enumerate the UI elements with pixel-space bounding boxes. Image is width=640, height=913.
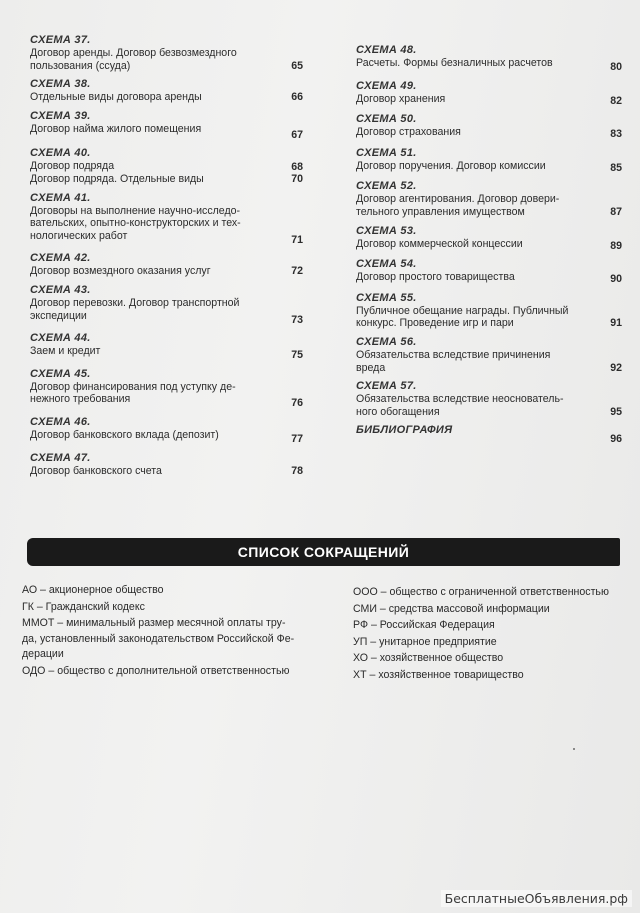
toc-entry-text: Договоры на выполнение научно-исследо- [30,204,241,217]
toc-entry-head: СХЕМА 49. [356,79,417,92]
toc-page-number: 66 [291,91,303,104]
toc-entry [30,284,305,326]
toc-entry-text: экспедиции [30,309,87,322]
toc-entry [356,147,624,175]
toc-entry [356,44,624,74]
toc-entry [30,34,305,72]
toc-page-number: 71 [291,233,303,246]
abbreviation-item: СМИ – средства массовой информации [353,602,550,615]
toc-entry-text: Договор банковского вклада (депозит) [30,428,219,441]
toc-entry-head: СХЕМА 57. [356,380,417,393]
abbreviation-item: ГК – Гражданский кодекс [22,600,145,613]
toc-page-number: 67 [291,128,303,141]
toc-entry-text: вреда [356,361,386,374]
toc-entry-head: СХЕМА 41. [30,191,91,204]
toc-entry-text: Договор аренды. Договор безвозмездного [30,47,237,59]
toc-entry [356,380,624,418]
toc-entry-text: конкурс. Проведение игр и пари [356,317,514,330]
toc-entry-text: Договор поручения. Договор комиссии [356,159,546,172]
toc-entry-text: Договор подряда [30,160,115,173]
abbreviations-right [353,585,625,684]
toc-entry-head: СХЕМА 43. [30,283,91,296]
abbreviation-item: да, установленный законодательством Российской Фе- [22,632,295,645]
toc-entry-text: Договор подряда. Отдельные виды [30,172,204,185]
toc-right-column [356,44,624,449]
toc-page-number: 80 [610,61,622,73]
toc-entry-head: СХЕМА 42. [30,252,91,265]
abbreviation-item: ОДО – общество с дополнительной ответственностью [22,664,290,677]
toc-entry-text: Договор перевозки. Договор транспортной [30,296,240,309]
toc-entry-head: СХЕМА 37. [30,34,91,46]
abbreviation-item: дерации [22,648,64,660]
toc-entry-text: Договор возмездного оказания услуг [30,265,211,278]
toc-entry [30,110,305,142]
toc-entry [356,180,624,218]
toc-page-number: 89 [610,239,622,252]
toc-entry-head: СХЕМА 54. [356,258,417,271]
toc-entry-head: СХЕМА 46. [30,415,91,428]
toc-entry-head: СХЕМА 38. [30,78,91,91]
abbreviations-left [22,583,344,680]
toc-page-number: 65 [291,59,303,72]
toc-page-number: 87 [610,205,622,218]
watermark: БесплатныеОбъявления.рф [441,890,632,907]
toc-entry [30,252,305,278]
abbreviation-item: ООО – общество с ограниченной ответственностью [353,586,609,598]
toc-page-number: 96 [610,432,622,445]
toc-entry-text: Заем и кредит [30,345,101,358]
abbreviation-item: ММОТ – минимальный размер месячной оплаты тру- [22,617,286,629]
toc-entry-head: СХЕМА 44. [30,332,91,345]
toc-page-number: 72 [291,265,303,278]
toc-entry-text: Договор агентирования. Договор довери- [356,193,560,206]
toc-entry-head: СХЕМА 53. [356,224,417,237]
toc-entry [30,147,305,185]
toc-entry-head: СХЕМА 47. [30,451,91,464]
toc-entry-text: пользования (ссуда) [30,59,131,72]
toc-page-number: 91 [610,317,622,330]
toc-entry-text: Отдельные виды договора аренды [30,91,202,104]
toc-entry [356,424,624,443]
toc-page-number: 90 [610,273,622,286]
toc-entry-head: СХЕМА 48. [356,44,417,56]
toc-entry [30,332,305,362]
toc-entry-text: Договор хранения [356,92,446,105]
toc-entry [356,80,624,108]
toc-page-number: 77 [291,432,303,445]
abbreviation-item: РФ – Российская Федерация [353,619,495,631]
toc-page-number: 68 [291,160,303,173]
toc-entry [30,452,305,478]
toc-entry [356,258,624,286]
toc-entry-text: Договор коммерческой концессии [356,237,523,250]
abbreviation-item: ХО – хозяйственное общество [353,652,504,664]
abbreviation-item: АО – акционерное общество [22,584,164,596]
toc-left-column [30,34,305,483]
toc-entry [356,225,624,253]
toc-entry-text: нежного требования [30,393,131,406]
toc-entry-text: Договор финансирования под уступку де- [30,380,236,393]
abbreviation-item: ХТ – хозяйственное товарищество [353,668,524,681]
toc-page-number: 95 [610,405,622,418]
toc-entry-text: Договор страхования [356,126,461,139]
toc-entry-head: СХЕМА 55. [356,291,417,304]
toc-entry [356,113,624,141]
toc-entry-text: нологических работ [30,229,128,242]
section-title: СПИСОК СОКРАЩЕНИЙ [237,544,410,560]
toc-entry-text: Договор простого товарищества [356,271,515,284]
toc-entry-text: Обязательства вследствие причинения [356,348,551,361]
toc-entry [30,368,305,410]
toc-page-number: 78 [291,464,303,477]
toc-page-number: 73 [291,313,303,326]
toc-page-number: 83 [610,128,622,141]
toc-entry-text: Договор банковского счета [30,464,162,477]
toc-entry-text: вательских, опытно-конструкторских и тех- [30,217,241,230]
toc-page-number: 76 [291,397,303,410]
section-banner [27,538,620,566]
toc-entry [30,416,305,446]
paper-speck [573,748,575,750]
abbreviation-item: УП – унитарное предприятие [353,635,497,648]
toc-entry [356,292,624,330]
toc-entry-text: Публичное обещание награды. Публичный [356,304,569,317]
toc-entry-text: ного обогащения [356,405,440,418]
toc-page-number: 70 [291,172,303,185]
toc-entry [356,336,624,374]
toc-entry [30,78,305,104]
toc-page-number: 75 [291,349,303,362]
toc-entry-head: СХЕМА 45. [30,367,91,380]
toc-page-number: 82 [610,94,622,107]
toc-entry [30,192,305,247]
toc-entry-head: СХЕМА 40. [30,147,91,160]
toc-entry-text: Обязательства вследствие неоснователь- [356,393,564,406]
toc-entry-text: тельного управления имуществом [356,205,525,218]
toc-entry-head: СХЕМА 51. [356,146,417,159]
toc-entry-text: Расчеты. Формы безналичных расчетов [356,57,553,69]
toc-entry-head: СХЕМА 39. [30,109,91,122]
toc-entry-head: БИБЛИОГРАФИЯ [356,424,453,437]
toc-entry-head: СХЕМА 50. [356,113,417,126]
toc-page-number: 92 [610,361,622,374]
toc-entry-text: Договор найма жилого помещения [30,122,202,135]
toc-page-number: 85 [610,161,622,174]
toc-entry-head: СХЕМА 52. [356,180,417,193]
toc-entry-head: СХЕМА 56. [356,335,417,348]
